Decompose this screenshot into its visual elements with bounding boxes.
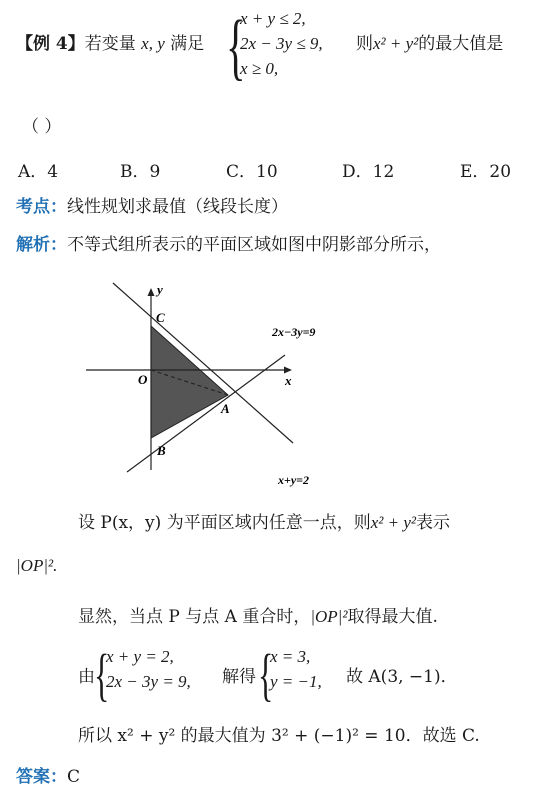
answer-line [16,766,80,788]
example-vars: x, y [141,34,165,53]
solution-root-x: x = 3, [270,647,311,666]
solution-p2-post: 取得最大值. [347,607,438,627]
solution-p2 [78,606,438,628]
y-axis-arrow [148,288,155,296]
answer-label: 答案： [16,767,67,787]
solution-system-2 [270,644,322,694]
x-label: x [285,373,292,388]
solution-p4: 所以 x² + y² 的最大值为 3² + (−1)² = 10．故选 C. [78,726,480,746]
solution-eq-2: 2x − 3y = 9, [106,672,191,691]
origin-label: O [138,372,148,387]
point-a-label: A [221,401,230,416]
system-brace-2: { [94,642,110,707]
constraint-1: x + y ≤ 2, [240,9,306,28]
solution-system-1 [106,644,191,694]
line-x-plus-y [113,283,293,443]
solution-eq-1: x + y = 2, [106,647,174,666]
constraint-3: x ≥ 0, [240,59,279,78]
point-b-label: B [157,443,166,458]
solution-root-y: y = −1, [270,672,322,691]
choice-a: A．4 [18,162,59,182]
example-then: 则 [356,34,373,54]
system-brace: { [226,6,246,88]
solution-p1-expr: x² + y² [370,513,416,532]
solution-p1 [78,512,450,534]
example-lead: 若变量 [84,34,136,54]
choice-c: C．10 [226,162,278,182]
system-brace-3: { [258,642,274,707]
line-x-plus-y-label: x+y=2 [278,473,310,487]
solution-p1-pre: 设 P(x，y) 为平面区域内任意一点，则 [78,513,371,533]
y-label: y [157,282,163,297]
solution-p2-pre: 显然，当点 P 与点 A 重合时， [78,607,311,627]
kaodian-label: 考点： [16,197,67,217]
solution-p3-jiede: 解得 [222,667,256,687]
solution-p1-line2: |OP|². [16,556,58,575]
solution-p2-expr: |OP|² [310,607,348,626]
solution-p1-post: 表示 [415,513,450,533]
constraint-2: 2x − 3y ≤ 9, [240,34,323,53]
jiexi-label: 解析： [16,235,67,255]
choice-b: B．9 [120,162,161,182]
answer-value: C [67,767,81,787]
choice-d: D．12 [342,162,395,182]
feasible-region [151,326,228,438]
answer-blank: （ ） [22,117,62,137]
jiexi-text: 不等式组所表示的平面区域如图中阴影部分所示， [67,235,441,255]
choice-e: E．20 [460,162,512,182]
example-satisfy: 满足 [170,34,205,54]
solution-p3-post: 故 A(3, −1)． [346,667,458,687]
example-label: 【例 4】 [16,34,85,54]
kaodian-text: 线性规划求最值（线段长度） [67,197,288,217]
solution-p3-you: 由 [78,667,95,687]
point-c-label: C [156,310,165,325]
line-2x-minus-3y-label: 2x−3y=9 [272,325,316,339]
example-tail: 的最大值是 [418,34,504,54]
example-expr: x² + y² [373,34,419,53]
